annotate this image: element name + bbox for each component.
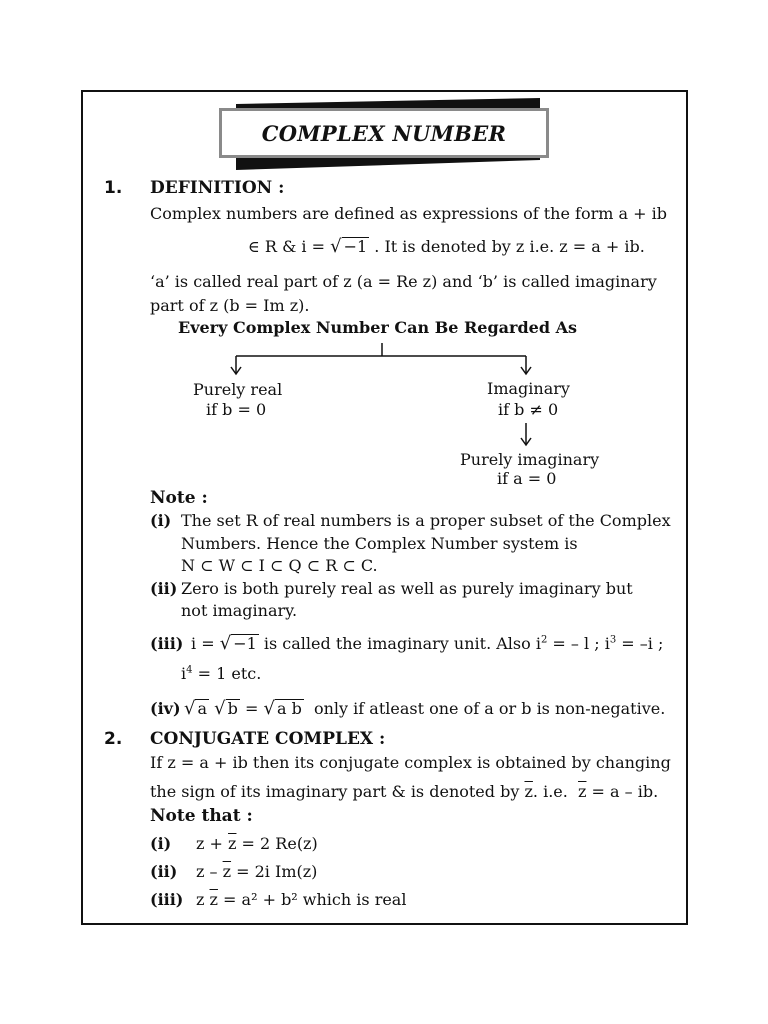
definition-line-1: Complex numbers are defined as expressions of the form a + ib xyxy=(150,204,667,223)
page-title: COMPLEX NUMBER xyxy=(261,120,507,146)
diagram-connectors xyxy=(0,0,768,480)
note-i-line-1: The set R of real numbers is a proper subset of the Complex xyxy=(181,511,671,530)
note-heading: Note : xyxy=(150,488,208,508)
purely-imaginary-condition: if a = 0 xyxy=(497,469,557,488)
note-iii-line-2: $i^4 = 1$ etc. xyxy=(181,664,262,683)
imaginary-condition: if b ≠ 0 xyxy=(498,400,559,419)
conjugate-item-1: $z + \overline{z} = 2$ Re(z) xyxy=(196,834,318,853)
purely-real-condition: if b = 0 xyxy=(206,400,267,419)
section-2-number: 2. xyxy=(104,729,123,749)
note-iii-marker: (iii) xyxy=(150,634,184,653)
note-iv-line: √ a √ b = √ a b only if atleast one of a or b is non-negative. xyxy=(184,698,666,719)
sqrt-icon: √ xyxy=(184,698,196,719)
note-i-line-2: Numbers. Hence the Complex Number system is xyxy=(181,534,578,553)
purely-real-label: Purely real xyxy=(193,380,283,399)
conjugate-item-2: $z - \overline{z} = 2i$ Im(z) xyxy=(196,862,318,881)
conjugate-line-1: If z = a + ib then its conjugate complex is obtained by changing xyxy=(150,753,671,772)
definition-line-4: part of z (b = Im z). xyxy=(150,296,310,315)
conjugate-line-2: the sign of its imaginary part & is denoted by $\overline{z}$. i.e. $\overline{z} = a$ – ib. xyxy=(150,782,659,801)
note-ii-marker: (ii) xyxy=(150,579,178,598)
conjugate-item-1-marker: (i) xyxy=(150,834,172,853)
section-2-heading: CONJUGATE COMPLEX : xyxy=(150,729,386,749)
note-i-marker: (i) xyxy=(150,511,172,530)
definition-line-2: ∈ R & i = √ −1 . It is denoted by z i.e. z = a + ib. xyxy=(248,236,645,257)
note-i-line-3: N ⊂ W ⊂ I ⊂ Q ⊂ R ⊂ C. xyxy=(181,556,378,575)
conjugate-item-3-marker: (iii) xyxy=(150,890,184,909)
imaginary-label: Imaginary xyxy=(487,379,570,398)
sqrt-icon: √ xyxy=(214,698,226,719)
conjugate-item-3: z $\overline{z} = a^2 + b^2$ which is real xyxy=(196,890,407,909)
note-ii-line-1: Zero is both purely real as well as purely imaginary but xyxy=(181,579,633,598)
section-1-number: 1. xyxy=(104,178,123,198)
note-iv-marker: (iv) xyxy=(150,699,181,718)
definition-line-3: ‘a’ is called real part of z (a = Re z) and ‘b’ is called imaginary xyxy=(150,272,657,291)
sqrt-icon: √ xyxy=(330,236,342,257)
purely-imaginary-label: Purely imaginary xyxy=(460,450,600,469)
diagram-heading: Every Complex Number Can Be Regarded As xyxy=(178,318,577,337)
conjugate-item-2-marker: (ii) xyxy=(150,862,178,881)
note-ii-line-2: not imaginary. xyxy=(181,601,298,620)
note-that-heading: Note that : xyxy=(150,806,253,826)
note-iii-line-1: i = √ −1 is called the imaginary unit. Also $i^2$ = – l ; $i^3 = -i$ ; xyxy=(191,633,664,654)
sqrt-icon: √ xyxy=(263,698,275,719)
section-1-heading: DEFINITION : xyxy=(150,178,285,198)
sqrt-icon: √ xyxy=(219,633,232,654)
